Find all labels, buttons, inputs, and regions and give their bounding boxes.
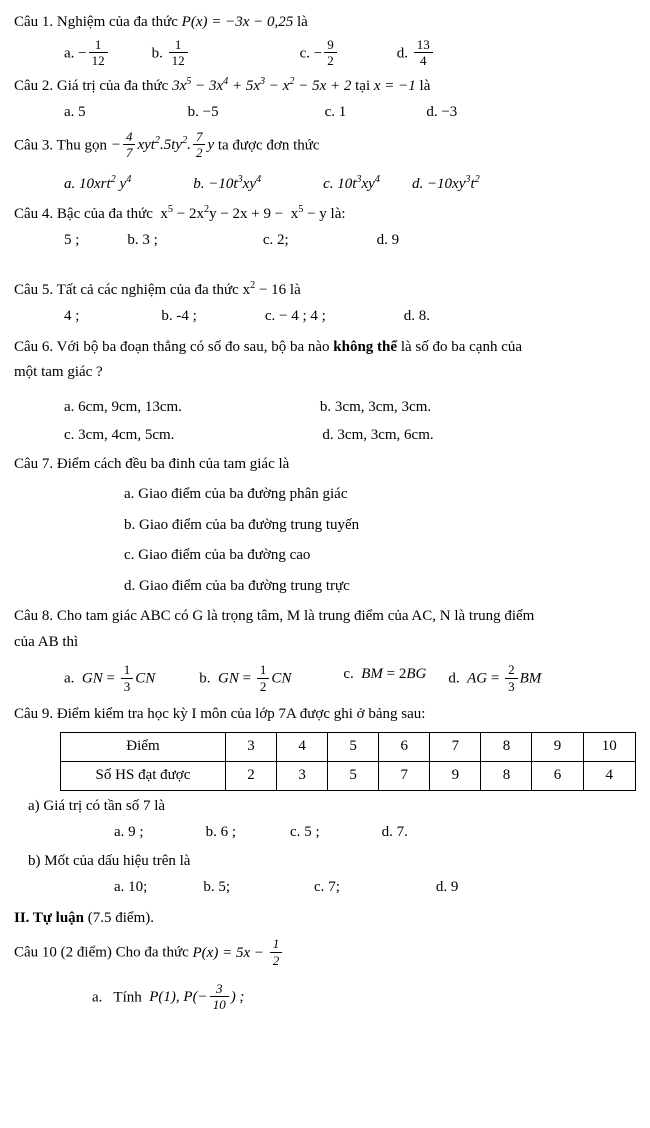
q3-option-a[interactable]: a. 10xrt$^2$ $y^4$ (64, 174, 132, 193)
question-9-sub-b: b) Mốt của dấu hiệu trên là (28, 852, 191, 869)
q10-sub-a-text: Tính (113, 989, 142, 1006)
q4-option-a[interactable]: 5 ; (64, 232, 80, 249)
q3-stem-math: − $\frac{4}{7}$ $xyt^2.5ty^2$. $\frac{7}{2}$ y (110, 128, 218, 161)
question-8-stem-line1: Câu 8. Cho tam giác ABC có G là trọng tâm, M là trung điểm của AC, N là trung điểm (14, 608, 535, 625)
q3-stem-suffix: ta được đơn thức (217, 137, 320, 154)
question-2-stem: Câu 2. Giá trị của đa thức $3x^5 - 3x^4 + 5x^3 - x^2 - 5x + 2$ tại x = −1 là (14, 75, 431, 94)
q6-option-a[interactable]: a. 6cm, 9cm, 13cm. (64, 398, 182, 415)
table-cell-diem-6: 9 (532, 732, 583, 761)
question-7-stem: Câu 7. Điểm cách đều ba đinh của tam giác là (14, 455, 290, 472)
q4-option-c[interactable]: c. 2; (262, 232, 289, 249)
table-cell-diem-0: 3 (225, 732, 276, 761)
q10-sub-a-math: P(1), P(− $\frac{3}{10}$ ) ; (149, 980, 245, 1013)
q10-stem-prefix: Câu 10 (2 điểm) Cho đa thức (14, 944, 189, 961)
question-1-options (14, 38, 636, 68)
question-6-options-row2 (14, 424, 636, 447)
q2-option-b[interactable]: b. −5 (187, 104, 219, 121)
q2-option-c[interactable]: c. 1 (324, 104, 347, 121)
question-8-stem-line2: của AB thì (14, 633, 79, 650)
q4-option-a-label (79, 229, 127, 252)
table-cell-sohs-2: 5 (328, 761, 379, 790)
table-cell-sohs-0: 2 (225, 761, 276, 790)
q7-option-c[interactable]: c. Giao điểm của ba đường cao (124, 547, 311, 564)
table-cell-diem-2: 5 (328, 732, 379, 761)
table-cell-sohs-3: 7 (379, 761, 430, 790)
q9b-option-d[interactable]: d. 9 (435, 879, 459, 896)
q10-sub-a[interactable] (14, 982, 636, 1012)
q6-option-c[interactable]: c. 3cm, 4cm, 5cm. (64, 427, 175, 444)
question-9-sub-a-options (14, 821, 636, 844)
score-table (60, 732, 636, 791)
question-8-options (14, 663, 636, 693)
q7-option-b[interactable]: b. Giao điểm của ba đường trung tuyến (124, 516, 360, 533)
question-6-stem-line1 (14, 336, 636, 359)
table-cell-diem-5: 8 (481, 732, 532, 761)
table-cell-diem-1: 4 (277, 732, 328, 761)
q8-option-c[interactable]: c. BM = 2BG (343, 666, 427, 683)
q8-option-d[interactable]: d. AG = $\frac{2}{3}$ BM (448, 662, 542, 694)
q9a-option-c[interactable]: c. 5 ; (290, 824, 320, 841)
question-6-stem-line2: một tam giác ? (14, 364, 103, 381)
section-2-title (14, 907, 636, 930)
q2-option-d[interactable]: d. −3 (426, 104, 458, 121)
q4-option-d[interactable]: d. 9 (376, 232, 400, 249)
q1-stem-math: P(x) = −3x − 0,25 (181, 14, 294, 30)
q1-stem-prefix: Câu 1. Nghiệm của đa thức (14, 14, 178, 30)
q10-stem-math: P(x) = 5x − $\frac{1}{2}$ (193, 945, 285, 961)
q3-option-b[interactable]: b. $-10t^3xy^4$ (193, 174, 262, 193)
q5-option-a[interactable]: 4 ; (64, 308, 80, 325)
question-9-stem: Câu 9. Điểm kiểm tra học kỳ I môn của lớp 7A được ghi ở bảng sau: (14, 706, 426, 723)
q10-sub-a-label: a. (92, 989, 103, 1006)
question-4-stem: Câu 4. Bậc của đa thức $x^5 - 2x^2y - 2x + 9 - x^5 - y$ là: (14, 203, 346, 222)
q9a-option-d[interactable]: d. 7. (381, 824, 408, 841)
table-row (61, 761, 636, 790)
q1-stem-suffix: là (297, 14, 308, 30)
q9a-option-a[interactable]: a. 9 ; (114, 824, 144, 841)
q5-option-c[interactable]: c. − 4 ; 4 ; (264, 308, 326, 325)
q6-option-d[interactable]: d. 3cm, 3cm, 6cm. (322, 427, 434, 444)
question-9-sub-b-options (14, 876, 636, 899)
section-2-title-bold: II. Tự luận (14, 909, 85, 926)
table-cell-sohs-1: 3 (277, 761, 328, 790)
table-cell-diem-7: 10 (583, 732, 635, 761)
table-cell-sohs-6: 6 (532, 761, 583, 790)
q7-option-d[interactable]: d. Giao điểm của ba đường trung trực (124, 577, 350, 594)
q6-stem-b: là số đo ba cạnh của (397, 338, 523, 355)
q1-option-d[interactable]: d. $\frac{13}{4}$ (339, 38, 435, 68)
q1-option-c[interactable]: c. − $\frac{9}{2}$ (190, 38, 339, 68)
q6-stem-bold: không thể (333, 338, 398, 355)
q5-option-b[interactable]: b. -4 ; (161, 308, 197, 325)
q3-stem-prefix: Câu 3. Thu gọn (14, 137, 108, 154)
q2-option-a[interactable]: a. 5 (64, 104, 86, 121)
q1-option-a[interactable]: a. − $\frac{1}{12}$ (14, 38, 110, 68)
question-5-options (14, 305, 636, 328)
question-1-stem (14, 11, 636, 34)
table-cell-sohs-4: 9 (430, 761, 481, 790)
question-9-sub-a: a) Giá trị có tần số 7 là (28, 797, 166, 814)
q8-option-b[interactable]: b. GN = $\frac{1}{2}$ CN (199, 662, 292, 694)
question-3-stem (14, 130, 636, 160)
q7-option-a[interactable]: a. Giao điểm của ba đường phân giác (124, 486, 348, 503)
q6-stem-a: Câu 6. Với bộ ba đoạn thẳng có số đo sau, bộ ba nào (14, 338, 334, 355)
q9b-option-c[interactable]: c. 7; (314, 879, 340, 896)
table-cell-sohs-5: 8 (481, 761, 532, 790)
table-row (61, 732, 636, 761)
q9b-option-b[interactable]: b. 5; (203, 879, 231, 896)
question-5-stem: Câu 5. Tất cả các nghiệm của đa thức $x^2 - 16$ là (14, 279, 301, 298)
question-2-options (14, 101, 636, 124)
q6-option-b[interactable]: b. 3cm, 3cm, 3cm. (319, 398, 432, 415)
question-6-options-row1 (14, 396, 636, 419)
table-cell-diem-4: 7 (430, 732, 481, 761)
q5-option-d[interactable]: d. 8. (403, 308, 431, 325)
question-4-options (14, 229, 636, 252)
question-3-options (14, 172, 636, 196)
q4-option-b[interactable]: b. 3 ; (127, 232, 158, 249)
q8-option-a[interactable]: a. GN = $\frac{1}{3}$ CN (64, 662, 156, 694)
q1-option-b[interactable]: b. $\frac{1}{12}$ (110, 38, 190, 68)
q9a-option-b[interactable]: b. 6 ; (205, 824, 237, 841)
q9b-option-a[interactable]: a. 10; (114, 879, 148, 896)
table-row-header-diem: Điểm (61, 732, 226, 761)
section-2-title-rest: (7.5 điểm). (84, 909, 154, 926)
question-10-stem (14, 937, 636, 967)
q3-option-c[interactable]: c. $10t^3xy^4$ (323, 174, 380, 193)
q3-option-d[interactable]: d. $-10xy^3t^2$ (411, 174, 480, 193)
table-row-header-sohs: Số HS đạt được (61, 761, 226, 790)
table-cell-sohs-7: 4 (583, 761, 635, 790)
table-cell-diem-3: 6 (379, 732, 430, 761)
